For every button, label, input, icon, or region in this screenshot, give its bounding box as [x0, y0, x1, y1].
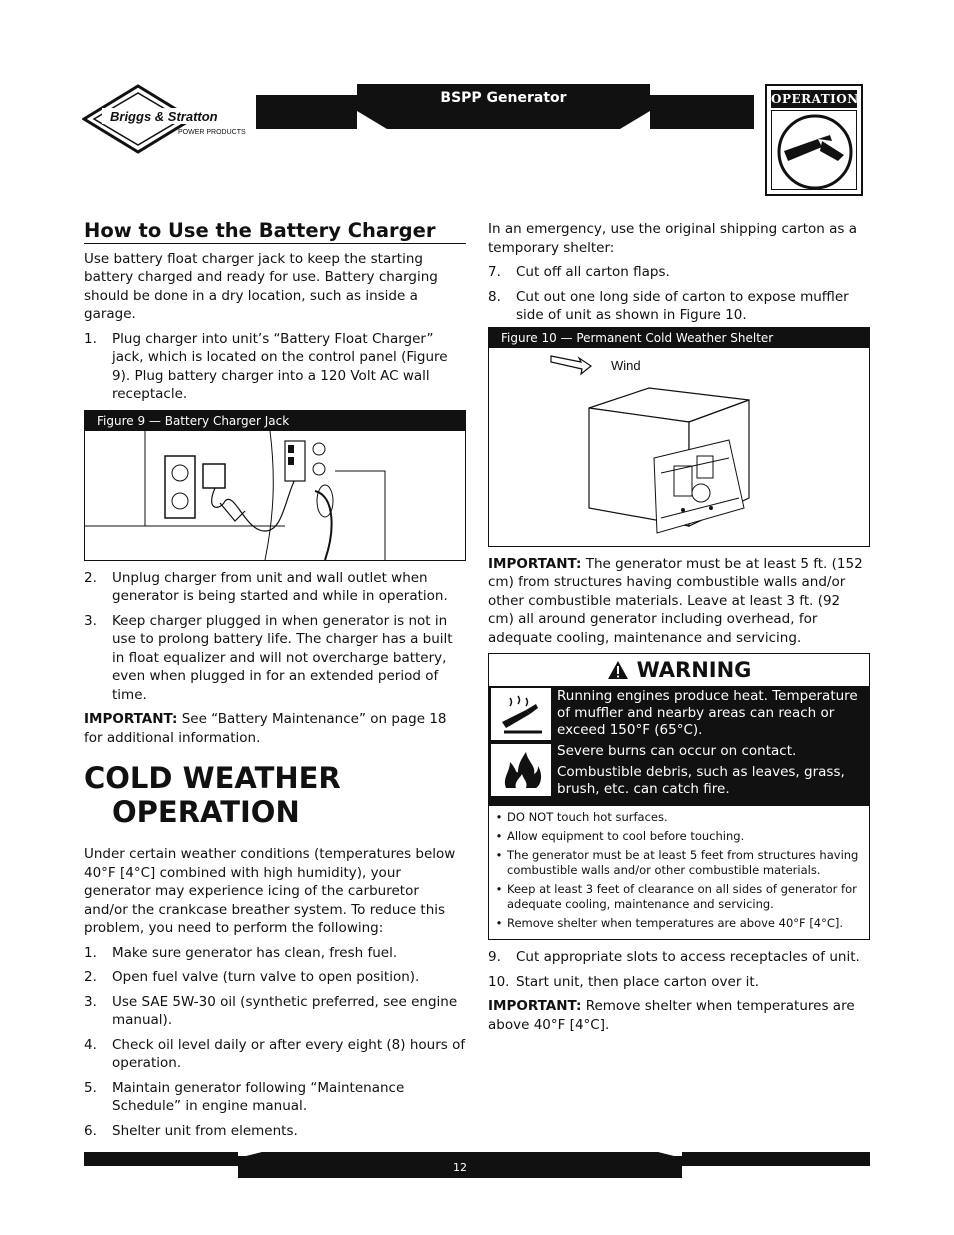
left-column	[84, 220, 466, 1146]
warning-box	[488, 653, 870, 940]
page-number: 12	[238, 1156, 682, 1178]
warning-bullet-text: Remove shelter when temperatures are above 40°F [4°C].	[507, 916, 844, 930]
warning-line: Severe burns can occur on contact.	[557, 743, 797, 759]
warning-header	[489, 654, 869, 686]
step-text: Make sure generator has clean, fresh fuel.	[112, 944, 398, 961]
cold-step	[84, 993, 466, 1030]
warning-bullet-text: The generator must be at least 5 feet from structures having combustible walls and/or other combustible materials.	[507, 848, 859, 877]
hot-surface-icon	[489, 686, 553, 742]
figure-10	[488, 327, 870, 547]
step-text: Open fuel valve (turn valve to open position).	[112, 969, 420, 985]
important-label: IMPORTANT:	[488, 998, 582, 1014]
step-number: 2.	[84, 969, 97, 985]
step-number: 1.	[84, 330, 97, 347]
step-text: Use SAE 5W-30 oil (synthetic preferred, see engine manual).	[112, 993, 458, 1028]
warning-bullet: • Allow equipment to cool before touching.	[495, 829, 745, 843]
step-number: 4.	[84, 1036, 97, 1053]
warning-line: Running engines produce heat. Temperature of muffler and nearby areas can reach or exceed 150°F (65°C).	[557, 688, 858, 738]
warning-bullet-text: Allow equipment to cool before touching.	[507, 829, 745, 843]
cold-step	[84, 944, 466, 963]
warning-bullet: • Remove shelter when temperatures are above 40°F [4°C].	[495, 916, 844, 930]
cold-weather-heading	[84, 761, 466, 829]
charger-icon	[203, 464, 225, 488]
cold-step	[84, 968, 466, 987]
warning-hazard-panel	[489, 686, 869, 806]
warning-bullet: • Keep at least 3 feet of clearance on all sides of generator for adequate cooling, maintenance and servicing.	[491, 882, 863, 912]
shelter-step	[488, 263, 870, 282]
step-text: Cut out one long side of carton to expose muffler side of unit as shown in Figure 10.	[516, 288, 849, 323]
step-number: 8.	[488, 288, 501, 305]
step-text: Unplug charger from unit and wall outlet when generator is being started and while in operation.	[112, 569, 448, 604]
warning-bullet-text: Keep at least 3 feet of clearance on all sides of generator for adequate cooling, maintenance and servicing.	[507, 882, 857, 911]
important-label: IMPORTANT:	[488, 555, 582, 572]
important-remove-shelter	[488, 997, 870, 1034]
cold-intro: Under certain weather conditions (temperatures below 40°F [4°C] combined with high humidity), your generator may experience icing of the carburetor and/or the crankcase breather system. To reduce this problem, you need to perform the following:	[84, 846, 456, 936]
step-number: 2.	[84, 569, 97, 586]
battery-intro: Use battery float charger jack to keep the starting battery charged and ready for use. Battery charging should be done in a dry location, such as inside a garage.	[84, 250, 438, 322]
battery-step	[84, 330, 466, 404]
step-text: Shelter unit from elements.	[112, 1122, 298, 1139]
important-clearance	[488, 555, 870, 648]
warning-title: WARNING	[636, 657, 752, 682]
battery-charger-illustration	[85, 431, 465, 560]
important-text: Remove shelter when temperatures are above 40°F [4°C].	[488, 998, 855, 1033]
battery-heading: How to Use the Battery Charger	[84, 222, 466, 244]
battery-step	[84, 569, 466, 606]
header-title: BSPP Generator	[357, 84, 650, 112]
step-number: 3.	[84, 993, 97, 1010]
cold-heading-line1: COLD WEATHER	[84, 761, 341, 795]
header-tab-edges	[357, 111, 650, 129]
battery-important	[84, 710, 466, 747]
step-number: 9.	[488, 949, 501, 965]
step-number: 1.	[84, 944, 97, 961]
figure-9-caption: Figure 9 — Battery Charger Jack	[85, 411, 465, 431]
shelter-step	[488, 288, 870, 325]
warning-triangle-icon	[607, 660, 629, 680]
step-number: 3.	[84, 612, 97, 629]
warning-bullets	[489, 806, 869, 939]
shelter-step	[488, 973, 870, 992]
step-text: Keep charger plugged in when generator is not in use to prolong battery life. The charger has a built in float equalizer and will not overcharge battery, even when plugged in for an extended period of time.	[112, 612, 453, 703]
step-text: Check oil level daily or after every eight (8) hours of operation.	[112, 1036, 466, 1071]
step-number: 7.	[488, 264, 501, 280]
battery-step	[84, 612, 466, 705]
wind-label: Wind	[611, 357, 641, 373]
operation-badge-title: OPERATION	[771, 92, 859, 106]
cold-heading-line2: OPERATION	[112, 795, 300, 829]
step-text: Maintain generator following “Maintenance Schedule” in engine manual.	[112, 1079, 405, 1114]
step-text: Start unit, then place carton over it.	[516, 973, 759, 990]
cold-step	[84, 1036, 466, 1073]
warning-bullet: • DO NOT touch hot surfaces.	[495, 810, 668, 824]
shelter-illustration	[489, 348, 869, 546]
warning-bullet-text: DO NOT touch hot surfaces.	[507, 810, 668, 824]
brand-name: Briggs & Stratton	[110, 109, 218, 124]
important-text: The generator must be at least 5 ft. (152 cm) from structures having combustible walls and/or other combustible materials. Leave at least 3 ft. (92 cm) all around generator including overhead, for adequate cooling, maintenance and servicing.	[488, 555, 863, 646]
warning-line: Combustible debris, such as leaves, grass, brush, etc. can catch fire.	[557, 764, 845, 797]
shelter-step	[488, 948, 870, 967]
step-number: 5.	[84, 1079, 97, 1096]
emergency-intro: In an emergency, use the original shipping carton as a temporary shelter:	[488, 221, 857, 256]
step-text: Cut appropriate slots to access receptacles of unit.	[516, 949, 860, 965]
warning-hazard-text	[553, 686, 869, 806]
operation-badge	[765, 84, 863, 196]
step-text: Plug charger into unit’s “Battery Float Charger” jack, which is located on the control panel (Figure 9). Plug battery charger into a 120 Volt AC wall receptacle.	[112, 330, 448, 402]
figure-9	[84, 410, 466, 561]
right-column	[488, 220, 870, 1040]
cold-step	[84, 1122, 466, 1141]
operation-hand-icon	[771, 110, 857, 190]
warning-bullet: • The generator must be at least 5 feet from structures having combustible walls and/or other combustible materials.	[491, 848, 863, 878]
wind-arrow-icon	[551, 356, 591, 374]
step-text: Cut off all carton flaps.	[516, 264, 670, 280]
important-label: IMPORTANT:	[84, 711, 178, 727]
figure-10-caption: Figure 10 — Permanent Cold Weather Shelter	[489, 328, 869, 348]
cold-step	[84, 1079, 466, 1116]
brand-sub: POWER PRODUCTS	[178, 129, 246, 136]
fire-icon	[489, 742, 553, 798]
step-number: 6.	[84, 1122, 97, 1139]
step-number: 10.	[488, 973, 510, 990]
important-text: See “Battery Maintenance” on page 18 for additional information.	[84, 711, 447, 746]
brand-logo	[82, 84, 258, 154]
